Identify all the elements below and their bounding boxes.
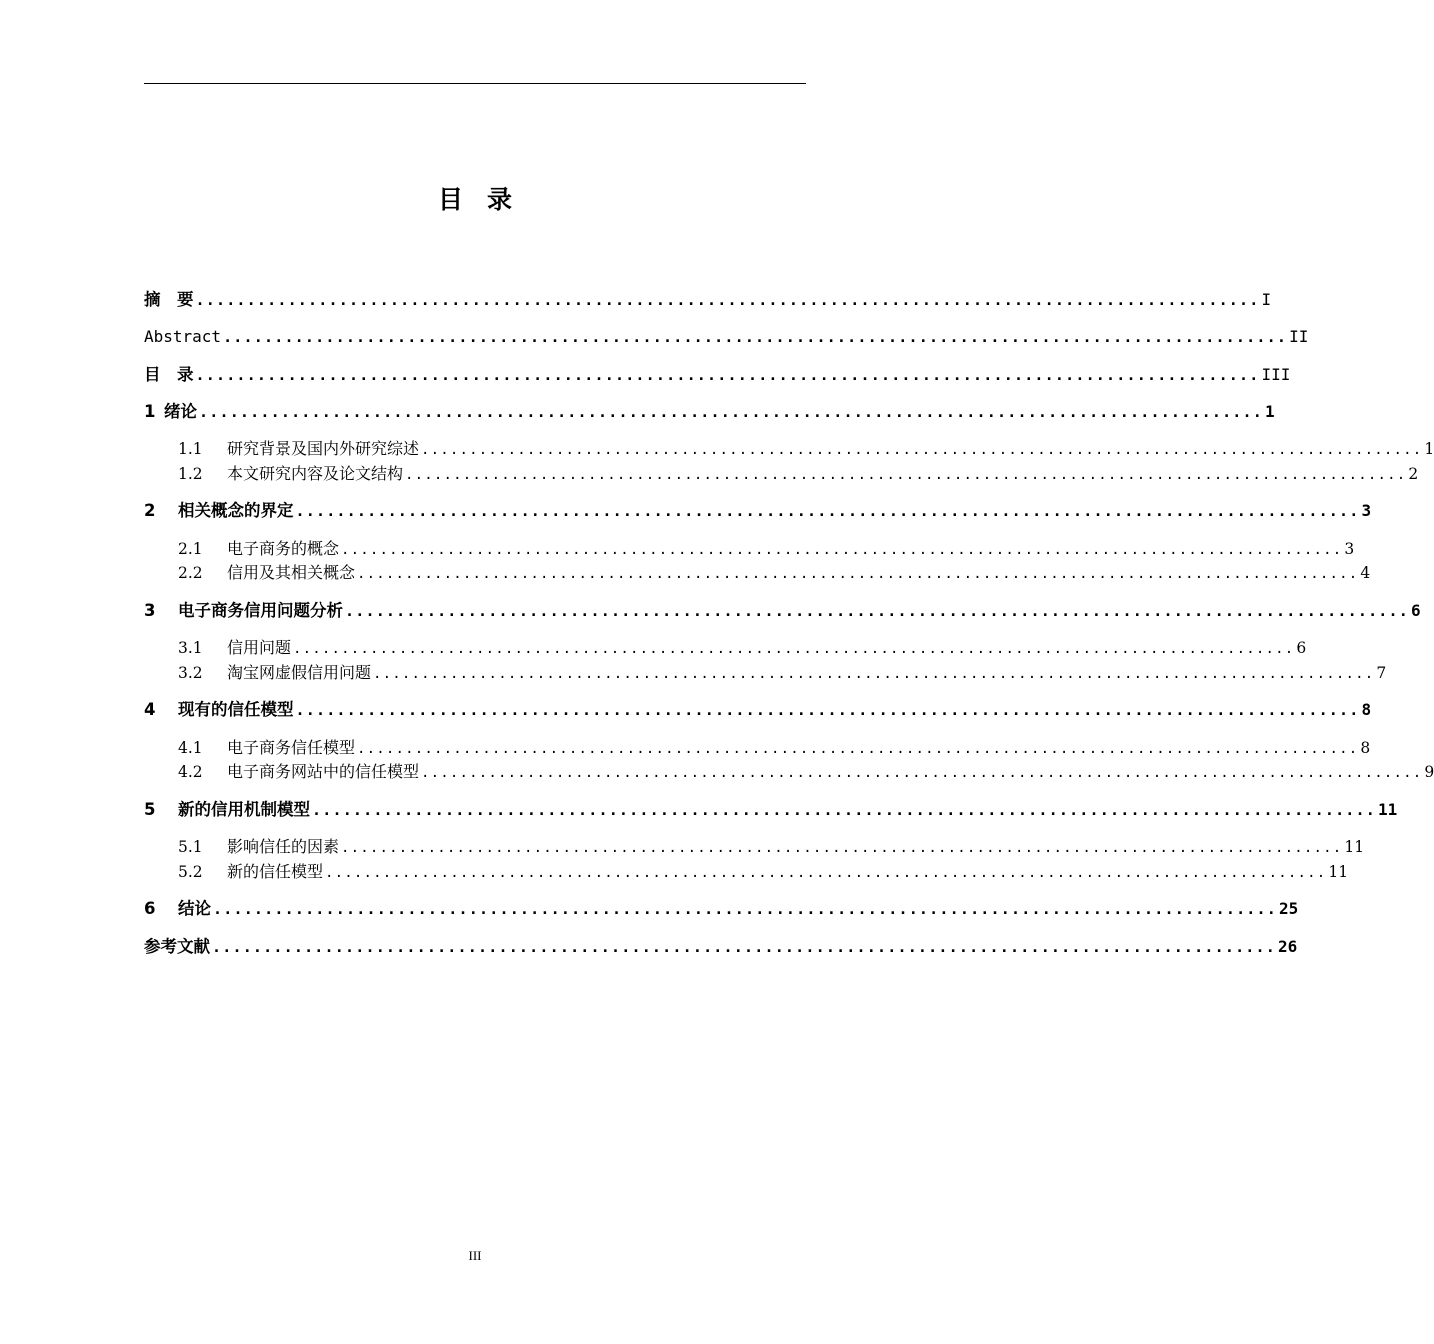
toc-entry-label: 目 录 — [144, 365, 194, 384]
toc-dot-leader: ........................................................................................................ — [213, 900, 1277, 918]
toc-dot-leader: ........................................................................................................ — [341, 840, 1343, 856]
toc-entry-label: 摘 要 — [144, 290, 194, 309]
toc-entry-number: 6 — [144, 899, 156, 918]
toc-entry-label: 电子商务信任模型 — [227, 738, 356, 757]
toc-entry-page: 8 — [1361, 700, 1372, 719]
toc-entry-chapter-1[interactable] — [144, 400, 1275, 424]
toc-entry-page: 7 — [1376, 664, 1387, 682]
toc-dot-leader: ........................................................................................................ — [295, 502, 1360, 520]
toc-dot-leader: ........................................................................................................ — [199, 403, 1263, 421]
toc-entry-section-4-1[interactable] — [178, 736, 1371, 760]
toc-dot-leader: ........................................................................................................ — [195, 291, 1260, 309]
toc-entry-number: 5 — [144, 800, 156, 819]
toc-entry-label: 新的信用机制模型 — [178, 800, 310, 819]
toc-dot-leader: ........................................................................................................ — [293, 641, 1295, 657]
toc-dot-leader: ........................................................................................................ — [341, 542, 1343, 558]
toc-entry-chapter-3[interactable] — [144, 599, 1421, 623]
toc-entry-section-2-2[interactable] — [178, 561, 1371, 585]
toc-entry-label: 相关概念的界定 — [178, 501, 294, 520]
toc-entry-label: 研究背景及国内外研究综述 — [227, 439, 420, 458]
footer-page-number: III — [468, 1248, 482, 1263]
toc-dot-leader: ........................................................................................................ — [421, 765, 1423, 781]
toc-dot-leader: ........................................................................................................ — [295, 701, 1360, 719]
toc-entry-label: 电子商务网站中的信任模型 — [227, 762, 420, 781]
toc-entry-number: 5.2 — [178, 863, 203, 881]
toc-entry-section-4-2[interactable] — [178, 760, 1434, 784]
toc-dot-leader: ........................................................................................................ — [223, 328, 1288, 346]
toc-entry-section-5-1[interactable] — [178, 835, 1365, 859]
toc-entry-label: 电子商务信用问题分析 — [178, 601, 343, 620]
toc-entry-page: 8 — [1360, 739, 1371, 757]
toc-entry-number: 3 — [144, 601, 156, 620]
toc-entry-chapter-6[interactable] — [144, 897, 1299, 921]
toc-entry-page: 4 — [1360, 564, 1371, 582]
toc-entry-number: 2.2 — [178, 564, 203, 582]
toc-entry-label: 结论 — [178, 899, 211, 918]
toc-entry-number: 1.2 — [178, 465, 203, 483]
toc-entry-number: 1 — [144, 402, 156, 421]
toc-dot-leader: ........................................................................................................ — [195, 366, 1260, 384]
toc-entry-page: 9 — [1424, 763, 1434, 781]
toc-entry-page: III — [1261, 365, 1291, 384]
toc-entry-label: 绪论 — [164, 402, 197, 421]
toc-dot-leader: ........................................................................................................ — [357, 566, 1359, 582]
toc-entry-section-1-1[interactable] — [178, 437, 1434, 461]
toc-dot-leader: ........................................................................................................ — [212, 938, 1276, 956]
toc-entry-label: 新的信任模型 — [227, 862, 324, 881]
toc-entry-number: 5.1 — [178, 838, 203, 856]
toc-entry-page: 3 — [1361, 501, 1372, 520]
toc-entry-label: 淘宝网虚假信用问题 — [227, 663, 372, 682]
toc-dot-leader: ........................................................................................................ — [373, 666, 1375, 682]
toc-entry-page: 6 — [1411, 601, 1421, 620]
page-title: 目录 — [437, 185, 536, 214]
toc-entry-number: 3.2 — [178, 664, 203, 682]
toc-entry-number: 2.1 — [178, 540, 203, 558]
toc-entry-label: 影响信任的因素 — [227, 837, 340, 856]
toc-entry-section-3-1[interactable] — [178, 636, 1307, 660]
toc-dot-leader: ........................................................................................................ — [405, 467, 1407, 483]
toc-entry-label: 本文研究内容及论文结构 — [227, 464, 404, 483]
toc-entry-number: 4 — [144, 700, 156, 719]
toc-entry-chapter-4[interactable] — [144, 698, 1372, 722]
toc-entry-page: 11 — [1328, 863, 1349, 881]
toc-entry-abstract-cn[interactable] — [144, 288, 1272, 312]
toc-entry-number: 2 — [144, 501, 156, 520]
toc-entry-chapter-5[interactable] — [144, 798, 1398, 822]
toc-dot-leader: ........................................................................................................ — [325, 865, 1327, 881]
toc-entry-number: 3.1 — [178, 639, 203, 657]
toc-entry-page: I — [1261, 290, 1272, 309]
toc-entry-label: 现有的信任模型 — [178, 700, 294, 719]
toc-entry-label: Abstract — [144, 327, 222, 346]
toc-entry-section-1-2[interactable] — [178, 462, 1419, 486]
toc-entry-page: 25 — [1279, 899, 1299, 918]
toc-entry-references[interactable] — [144, 935, 1298, 959]
toc-entry-page: 11 — [1344, 838, 1365, 856]
toc-entry-number: 4.1 — [178, 739, 203, 757]
toc-entry-page: 2 — [1408, 465, 1419, 483]
toc-entry-page: II — [1289, 327, 1309, 346]
toc-entry-abstract-en[interactable] — [144, 325, 1309, 349]
toc-entry-label: 电子商务的概念 — [227, 539, 340, 558]
toc-entry-chapter-2[interactable] — [144, 499, 1372, 523]
header-rule — [144, 83, 806, 84]
toc-entry-contents[interactable] — [144, 363, 1291, 387]
toc-entry-label: 参考文献 — [144, 937, 210, 956]
toc-entry-number: 4.2 — [178, 763, 203, 781]
toc-dot-leader: ........................................................................................................ — [345, 602, 1409, 620]
toc-entry-page: 11 — [1378, 800, 1398, 819]
toc-dot-leader: ........................................................................................................ — [357, 741, 1359, 757]
toc-entry-page: 26 — [1278, 937, 1298, 956]
toc-entry-page: 1 — [1265, 402, 1275, 421]
toc-entry-section-3-2[interactable] — [178, 661, 1387, 685]
toc-entry-number: 1.1 — [178, 440, 203, 458]
toc-entry-page: 1 — [1424, 440, 1434, 458]
toc-entry-label: 信用问题 — [227, 638, 292, 657]
toc-dot-leader: ........................................................................................................ — [421, 442, 1423, 458]
toc-dot-leader: ........................................................................................................ — [312, 801, 1376, 819]
toc-entry-section-2-1[interactable] — [178, 537, 1355, 561]
toc-entry-label: 信用及其相关概念 — [227, 563, 356, 582]
toc-entry-page: 3 — [1344, 540, 1355, 558]
toc-entry-page: 6 — [1296, 639, 1307, 657]
toc-entry-section-5-2[interactable] — [178, 860, 1349, 884]
